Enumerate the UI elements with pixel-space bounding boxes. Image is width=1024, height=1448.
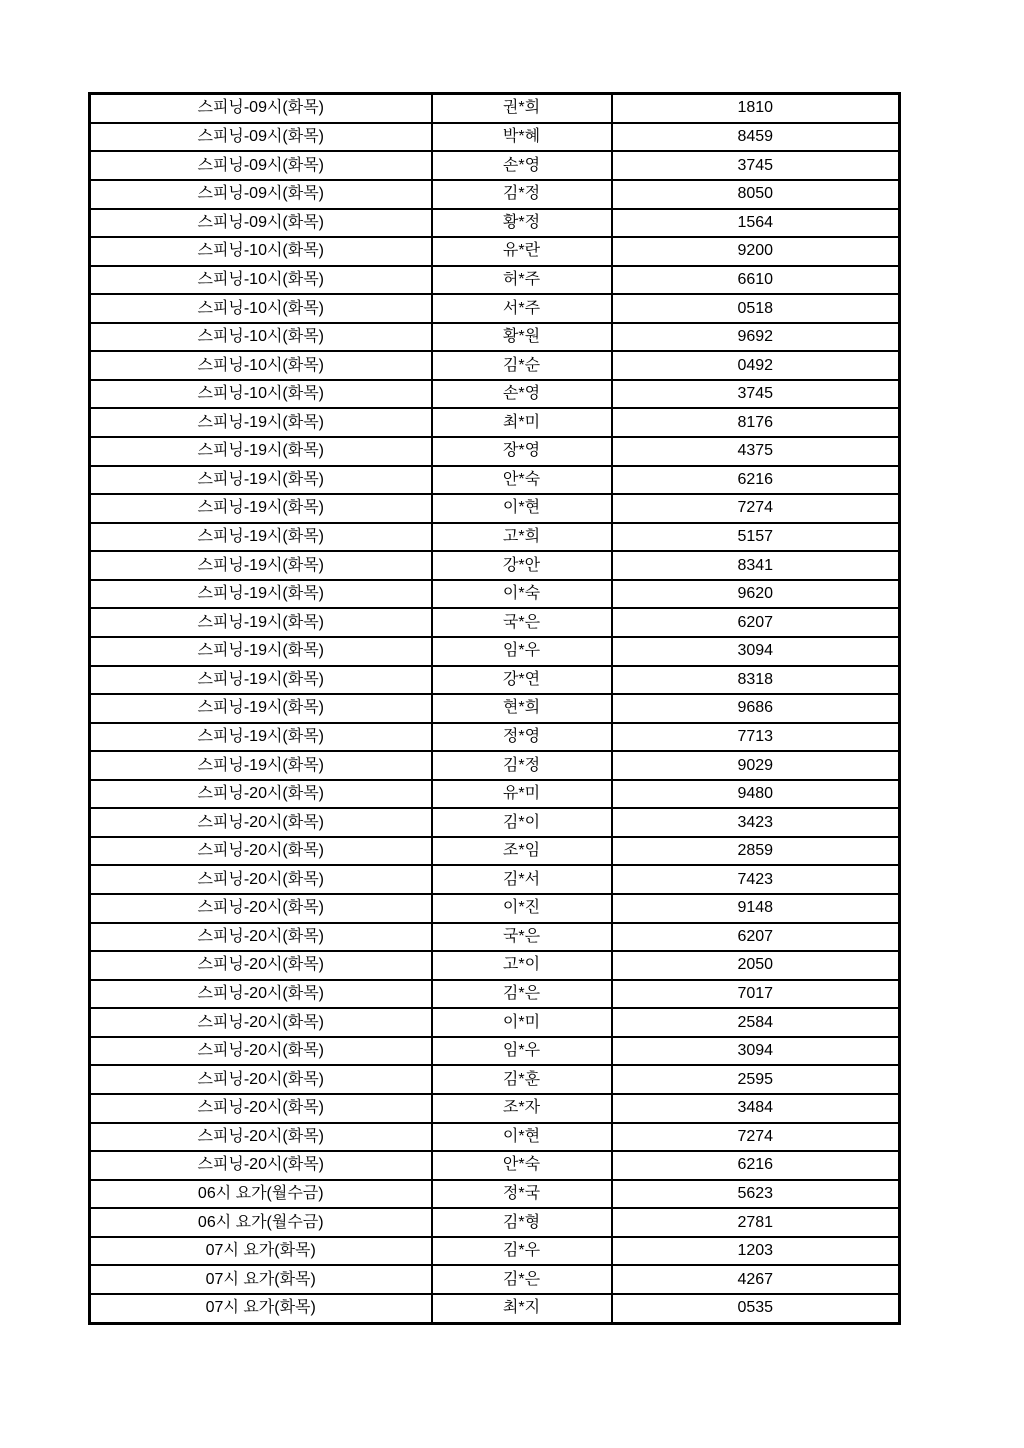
member-number-cell: 1564: [612, 209, 900, 238]
table-row: [90, 723, 900, 752]
class-schedule-cell: 스피닝-10시(화목): [90, 380, 432, 409]
class-schedule-cell: 스피닝-20시(화목): [90, 1123, 432, 1152]
member-number-cell: 3745: [612, 380, 900, 409]
member-name-cell: 국*은: [432, 923, 612, 952]
table-row: [90, 751, 900, 780]
table-row: [90, 1151, 900, 1180]
table-row: [90, 294, 900, 323]
member-number-cell: 8341: [612, 551, 900, 580]
member-name-cell: 허*주: [432, 266, 612, 295]
member-name-cell: 임*우: [432, 637, 612, 666]
member-name-cell: 김*형: [432, 1208, 612, 1237]
class-schedule-cell: 스피닝-19시(화목): [90, 608, 432, 637]
class-schedule-cell: 스피닝-10시(화목): [90, 323, 432, 352]
member-number-cell: 9620: [612, 580, 900, 609]
member-name-cell: 손*영: [432, 380, 612, 409]
class-schedule-cell: 스피닝-20시(화목): [90, 1008, 432, 1037]
member-number-cell: 6216: [612, 1151, 900, 1180]
member-name-cell: 정*영: [432, 723, 612, 752]
member-name-cell: 현*희: [432, 694, 612, 723]
class-schedule-cell: 스피닝-20시(화목): [90, 1037, 432, 1066]
class-schedule-cell: 스피닝-19시(화목): [90, 523, 432, 552]
member-number-cell: 7274: [612, 494, 900, 523]
table-row: [90, 237, 900, 266]
member-name-cell: 이*미: [432, 1008, 612, 1037]
table-row: [90, 1065, 900, 1094]
table-row: [90, 694, 900, 723]
table-row: [90, 580, 900, 609]
member-name-cell: 황*원: [432, 323, 612, 352]
table-row: [90, 923, 900, 952]
table-body: [90, 94, 900, 1324]
class-schedule-cell: 스피닝-20시(화목): [90, 980, 432, 1009]
member-number-cell: 3423: [612, 808, 900, 837]
member-name-cell: 정*국: [432, 1180, 612, 1209]
class-schedule-cell: 스피닝-19시(화목): [90, 466, 432, 495]
class-schedule-cell: 스피닝-09시(화목): [90, 94, 432, 123]
table-row: [90, 551, 900, 580]
class-schedule-cell: 스피닝-20시(화목): [90, 780, 432, 809]
member-name-cell: 고*이: [432, 951, 612, 980]
member-number-cell: 1203: [612, 1237, 900, 1266]
table-row: [90, 437, 900, 466]
member-number-cell: 6207: [612, 923, 900, 952]
member-number-cell: 5157: [612, 523, 900, 552]
class-schedule-cell: 스피닝-19시(화목): [90, 494, 432, 523]
member-number-cell: 4267: [612, 1265, 900, 1294]
member-name-cell: 조*자: [432, 1094, 612, 1123]
table-row: [90, 865, 900, 894]
class-schedule-cell: 스피닝-20시(화목): [90, 1151, 432, 1180]
member-name-cell: 박*혜: [432, 123, 612, 152]
class-schedule-cell: 06시 요가(월수금): [90, 1208, 432, 1237]
member-number-cell: 2050: [612, 951, 900, 980]
class-schedule-cell: 07시 요가(화목): [90, 1265, 432, 1294]
class-schedule-cell: 스피닝-20시(화목): [90, 923, 432, 952]
table-row: [90, 1123, 900, 1152]
member-name-cell: 강*연: [432, 666, 612, 695]
member-name-cell: 황*정: [432, 209, 612, 238]
member-number-cell: 2584: [612, 1008, 900, 1037]
member-number-cell: 5623: [612, 1180, 900, 1209]
class-schedule-cell: 스피닝-09시(화목): [90, 123, 432, 152]
member-name-cell: 유*미: [432, 780, 612, 809]
class-schedule-cell: 06시 요가(월수금): [90, 1180, 432, 1209]
table-row: [90, 951, 900, 980]
member-name-cell: 안*숙: [432, 1151, 612, 1180]
member-number-cell: 6207: [612, 608, 900, 637]
member-name-cell: 국*은: [432, 608, 612, 637]
class-schedule-cell: 07시 요가(화목): [90, 1294, 432, 1324]
class-schedule-cell: 스피닝-09시(화목): [90, 180, 432, 209]
member-number-cell: 6216: [612, 466, 900, 495]
member-number-cell: 0492: [612, 351, 900, 380]
member-name-cell: 유*란: [432, 237, 612, 266]
class-schedule-cell: 스피닝-20시(화목): [90, 951, 432, 980]
member-number-cell: 2595: [612, 1065, 900, 1094]
member-number-cell: 8459: [612, 123, 900, 152]
member-number-cell: 8050: [612, 180, 900, 209]
class-schedule-cell: 스피닝-19시(화목): [90, 694, 432, 723]
member-number-cell: 3094: [612, 1037, 900, 1066]
member-name-cell: 안*숙: [432, 466, 612, 495]
member-number-cell: 7423: [612, 865, 900, 894]
member-number-cell: 3484: [612, 1094, 900, 1123]
table-row: [90, 180, 900, 209]
member-name-cell: 김*서: [432, 865, 612, 894]
table-row: [90, 1208, 900, 1237]
member-number-cell: 2859: [612, 837, 900, 866]
member-name-cell: 김*정: [432, 180, 612, 209]
table-row: [90, 466, 900, 495]
member-name-cell: 최*지: [432, 1294, 612, 1324]
member-number-cell: 0535: [612, 1294, 900, 1324]
member-number-cell: 6610: [612, 266, 900, 295]
member-name-cell: 강*안: [432, 551, 612, 580]
member-name-cell: 이*진: [432, 894, 612, 923]
class-schedule-cell: 스피닝-19시(화목): [90, 437, 432, 466]
member-name-cell: 서*주: [432, 294, 612, 323]
member-number-cell: 9029: [612, 751, 900, 780]
member-number-cell: 1810: [612, 94, 900, 123]
class-roster-table: [88, 92, 901, 1325]
table-row: [90, 1094, 900, 1123]
member-name-cell: 권*희: [432, 94, 612, 123]
member-name-cell: 이*현: [432, 1123, 612, 1152]
class-schedule-cell: 스피닝-20시(화목): [90, 894, 432, 923]
table-row: [90, 608, 900, 637]
class-schedule-cell: 스피닝-20시(화목): [90, 837, 432, 866]
class-schedule-cell: 07시 요가(화목): [90, 1237, 432, 1266]
table-row: [90, 666, 900, 695]
table-row: [90, 523, 900, 552]
class-schedule-cell: 스피닝-19시(화목): [90, 551, 432, 580]
member-name-cell: 김*은: [432, 1265, 612, 1294]
table-row: [90, 780, 900, 809]
member-number-cell: 9686: [612, 694, 900, 723]
member-number-cell: 3094: [612, 637, 900, 666]
table-row: [90, 980, 900, 1009]
class-schedule-cell: 스피닝-19시(화목): [90, 666, 432, 695]
member-number-cell: 9480: [612, 780, 900, 809]
table-row: [90, 408, 900, 437]
class-schedule-cell: 스피닝-19시(화목): [90, 723, 432, 752]
member-name-cell: 임*우: [432, 1037, 612, 1066]
class-schedule-cell: 스피닝-20시(화목): [90, 1065, 432, 1094]
table-row: [90, 323, 900, 352]
table-row: [90, 209, 900, 238]
class-schedule-cell: 스피닝-20시(화목): [90, 808, 432, 837]
table-row: [90, 1237, 900, 1266]
table-row: [90, 1037, 900, 1066]
member-number-cell: 0518: [612, 294, 900, 323]
member-name-cell: 김*순: [432, 351, 612, 380]
class-schedule-cell: 스피닝-10시(화목): [90, 294, 432, 323]
table-row: [90, 266, 900, 295]
class-schedule-cell: 스피닝-19시(화목): [90, 408, 432, 437]
table-row: [90, 1265, 900, 1294]
member-name-cell: 이*숙: [432, 580, 612, 609]
table-row: [90, 808, 900, 837]
member-number-cell: 9148: [612, 894, 900, 923]
table-row: [90, 151, 900, 180]
table-row: [90, 1180, 900, 1209]
class-schedule-cell: 스피닝-09시(화목): [90, 209, 432, 238]
member-name-cell: 이*현: [432, 494, 612, 523]
class-schedule-cell: 스피닝-19시(화목): [90, 580, 432, 609]
table-row: [90, 1008, 900, 1037]
member-number-cell: 8176: [612, 408, 900, 437]
member-number-cell: 9692: [612, 323, 900, 352]
table-row: [90, 1294, 900, 1324]
table-row: [90, 123, 900, 152]
table-row: [90, 894, 900, 923]
member-number-cell: 2781: [612, 1208, 900, 1237]
class-schedule-cell: 스피닝-09시(화목): [90, 151, 432, 180]
member-name-cell: 최*미: [432, 408, 612, 437]
member-number-cell: 7274: [612, 1123, 900, 1152]
member-number-cell: 7017: [612, 980, 900, 1009]
class-schedule-cell: 스피닝-10시(화목): [90, 237, 432, 266]
member-name-cell: 손*영: [432, 151, 612, 180]
member-number-cell: 7713: [612, 723, 900, 752]
table-row: [90, 380, 900, 409]
class-schedule-cell: 스피닝-10시(화목): [90, 266, 432, 295]
member-number-cell: 3745: [612, 151, 900, 180]
class-schedule-cell: 스피닝-10시(화목): [90, 351, 432, 380]
table-row: [90, 94, 900, 123]
table-row: [90, 637, 900, 666]
table-row: [90, 494, 900, 523]
class-schedule-cell: 스피닝-19시(화목): [90, 751, 432, 780]
table-row: [90, 837, 900, 866]
class-schedule-cell: 스피닝-20시(화목): [90, 865, 432, 894]
member-name-cell: 김*훈: [432, 1065, 612, 1094]
member-name-cell: 김*이: [432, 808, 612, 837]
member-name-cell: 고*희: [432, 523, 612, 552]
class-schedule-cell: 스피닝-20시(화목): [90, 1094, 432, 1123]
member-name-cell: 김*정: [432, 751, 612, 780]
member-name-cell: 김*우: [432, 1237, 612, 1266]
table-row: [90, 351, 900, 380]
member-number-cell: 9200: [612, 237, 900, 266]
class-schedule-cell: 스피닝-19시(화목): [90, 637, 432, 666]
member-number-cell: 8318: [612, 666, 900, 695]
member-name-cell: 장*영: [432, 437, 612, 466]
member-number-cell: 4375: [612, 437, 900, 466]
member-name-cell: 김*은: [432, 980, 612, 1009]
member-name-cell: 조*임: [432, 837, 612, 866]
